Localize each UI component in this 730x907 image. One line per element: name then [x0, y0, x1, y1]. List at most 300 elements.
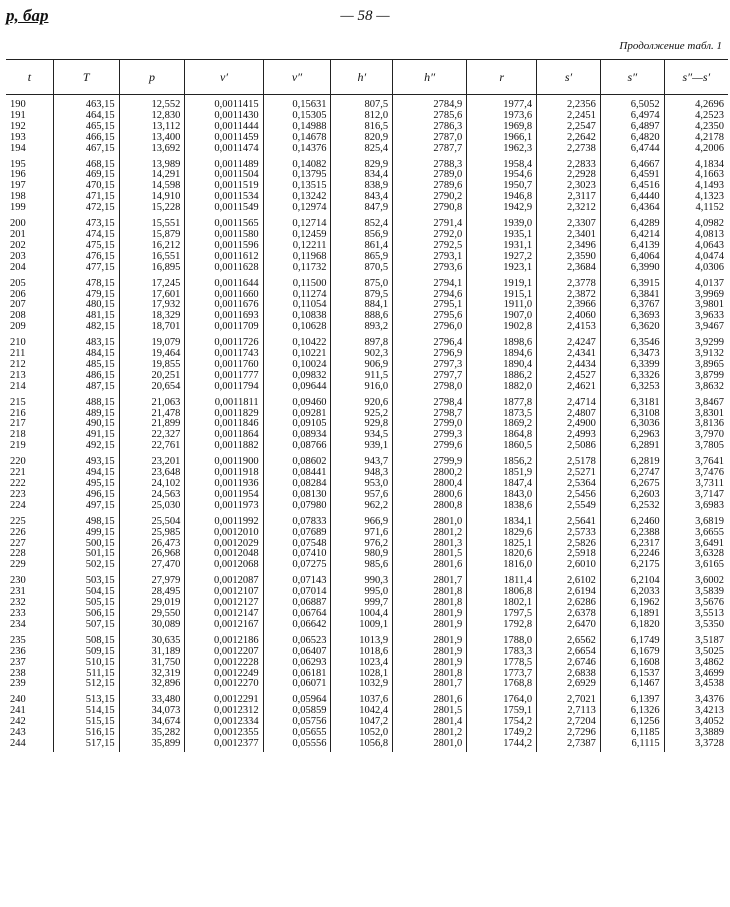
cell-value: 0,0011504	[214, 169, 259, 181]
cell-value: 2,4621	[567, 380, 596, 392]
cell-value: 230	[10, 575, 26, 587]
cell-value: 482,15	[85, 321, 115, 333]
cell-value: 1829,6	[503, 526, 533, 538]
table-cell	[263, 633, 331, 693]
cell-value: 0,0012312	[213, 705, 259, 717]
table-cell	[664, 573, 728, 633]
cell-value: 4,0474	[695, 250, 724, 262]
cell-value: 1759,1	[503, 705, 533, 717]
cell-value: 2792,0	[433, 228, 463, 240]
cell-value: 2796,0	[433, 321, 463, 333]
cell-value: 2,5641	[567, 515, 596, 527]
table-cell	[664, 157, 728, 217]
cell-value: 203	[10, 250, 26, 262]
table-row-group	[6, 335, 728, 395]
cell-value: 843,4	[364, 191, 389, 203]
cell-value: 0,0011864	[214, 429, 259, 441]
cell-value: 2800,6	[433, 488, 463, 500]
page-number: — 58 —	[340, 8, 390, 24]
cell-value: 0,0011693	[214, 310, 259, 322]
cell-value: 21,478	[151, 407, 181, 419]
cell-value: 1013,9	[359, 634, 389, 646]
cell-value: 0,0012010	[213, 526, 259, 538]
cell-value: 17,601	[151, 288, 181, 300]
cell-value: 2801,0	[433, 515, 463, 527]
cell-value: 3,5187	[695, 634, 724, 646]
cell-value: 514,15	[85, 705, 115, 717]
cell-value: 2,6470	[567, 618, 596, 630]
cell-value: 225	[10, 515, 26, 527]
cell-value: 925,2	[364, 407, 389, 419]
cell-value: 0,0011534	[214, 191, 259, 203]
cell-value: 487,15	[85, 380, 115, 392]
cell-value: 4,0643	[695, 239, 724, 251]
cell-value: 2787,7	[433, 142, 463, 154]
table-cell	[185, 216, 263, 276]
cell-value: 507,15	[85, 618, 115, 630]
cell-value: 192	[10, 120, 26, 132]
cell-value: 28,495	[151, 586, 181, 598]
cell-value: 1935,1	[503, 228, 533, 240]
cell-value: 1806,8	[503, 586, 533, 598]
cell-value: 2,3966	[567, 299, 596, 311]
cell-value: 35,282	[151, 727, 181, 739]
cell-value: 0,07833	[292, 515, 327, 527]
cell-value: 504,15	[85, 586, 115, 598]
cell-value: 508,15	[85, 634, 115, 646]
table-cell	[393, 95, 467, 157]
cell-value: 957,6	[364, 488, 389, 500]
cell-value: 2799,6	[433, 440, 463, 452]
cell-value: 6,1962	[630, 597, 660, 609]
cell-value: 0,12714	[292, 218, 327, 230]
cell-value: 1977,4	[503, 99, 533, 110]
cell-value: 207	[10, 299, 26, 311]
cell-value: 34,674	[151, 716, 181, 728]
table-cell	[263, 95, 331, 157]
cell-value: 232	[10, 597, 26, 609]
cell-value: 0,0012068	[213, 559, 259, 571]
table-cell	[331, 454, 393, 514]
table-cell	[600, 157, 664, 217]
cell-value: 1834,1	[503, 515, 533, 527]
cell-value: 1973,6	[503, 109, 533, 121]
table-body	[6, 95, 728, 752]
cell-value: 13,692	[151, 142, 181, 154]
cell-value: 25,504	[151, 515, 181, 527]
cell-value: 6,2819	[630, 456, 660, 468]
cell-value: 0,0012249	[213, 667, 259, 679]
cell-value: 485,15	[85, 358, 115, 370]
cell-value: 2,7021	[567, 694, 596, 706]
cell-value: 1797,5	[503, 607, 533, 619]
cell-value: 236	[10, 645, 26, 657]
cell-value: 191	[10, 109, 26, 121]
cell-value: 6,4591	[630, 169, 660, 181]
table-cell	[537, 335, 601, 395]
table-cell	[331, 216, 393, 276]
table-cell	[119, 692, 185, 752]
cell-value: 19,855	[151, 358, 181, 370]
cell-value: 197	[10, 180, 26, 192]
table-cell	[600, 95, 664, 157]
cell-value: 1894,6	[503, 348, 533, 360]
cell-value: 6,4139	[630, 239, 660, 251]
cell-value: 32,896	[151, 678, 181, 690]
cell-value: 1927,2	[503, 250, 533, 262]
table-cell	[600, 633, 664, 693]
cell-value: 6,3036	[630, 418, 660, 430]
cell-value: 2801,9	[433, 656, 463, 668]
table-cell	[467, 573, 537, 633]
cell-value: 231	[10, 586, 26, 598]
table-cell	[393, 633, 467, 693]
cell-value: 6,1326	[630, 705, 660, 717]
cell-value: 0,0011565	[214, 218, 259, 230]
cell-value: 2801,6	[433, 694, 463, 706]
cell-value: 0,10221	[292, 348, 327, 360]
table-cell	[119, 95, 185, 157]
cell-value: 0,14082	[292, 158, 327, 170]
cell-value: 0,06642	[292, 618, 327, 630]
cell-value: 14,910	[151, 191, 181, 203]
cell-value: 474,15	[85, 228, 115, 240]
cell-value: 6,4897	[630, 120, 660, 132]
cell-value: 1864,8	[503, 429, 533, 441]
cell-value: 3,7311	[695, 478, 724, 489]
column-header: v′	[185, 60, 263, 95]
column-header: r	[467, 60, 537, 95]
column-header: h′	[331, 60, 393, 95]
cell-value: 1037,6	[359, 694, 389, 706]
cell-value: 19,079	[151, 337, 181, 349]
cell-value: 2801,2	[433, 526, 463, 538]
cell-value: 223	[10, 488, 26, 500]
cell-value: 6,3546	[630, 337, 660, 349]
cell-value: 3,7147	[695, 488, 724, 500]
cell-value: 0,0011936	[214, 478, 259, 489]
cell-value: 1962,3	[503, 142, 533, 154]
cell-value: 18,701	[151, 321, 181, 333]
cell-value: 6,4744	[630, 142, 660, 154]
cell-value: 239	[10, 678, 26, 690]
table-cell	[263, 157, 331, 217]
cell-value: 22,761	[151, 440, 181, 452]
cell-value: 0,0011474	[214, 142, 259, 154]
table-cell	[537, 633, 601, 693]
cell-value: 2,7387	[567, 737, 596, 749]
table-cell	[263, 276, 331, 336]
cell-value: 2785,6	[433, 109, 463, 121]
cell-value: 1783,3	[503, 645, 533, 657]
cell-value: 2,5271	[567, 467, 596, 479]
cell-value: 6,2675	[630, 478, 660, 489]
cell-value: 0,09460	[292, 396, 327, 408]
cell-value: 0,0011811	[214, 396, 259, 408]
cell-value: 6,3841	[630, 288, 660, 300]
cell-value: 1816,0	[503, 559, 533, 571]
cell-value: 2801,5	[433, 548, 463, 560]
cell-value: 0,11732	[292, 261, 327, 273]
cell-value: 0,11274	[292, 288, 327, 300]
cell-value: 2801,8	[433, 667, 463, 679]
cell-value: 0,0012186	[213, 634, 259, 646]
cell-value: 15,551	[151, 218, 181, 230]
cell-value: 516,15	[85, 727, 115, 739]
cell-value: 0,0011794	[214, 380, 259, 392]
cell-value: 6,2388	[630, 526, 660, 538]
table-row-group	[6, 633, 728, 693]
cell-value: 6,4064	[630, 250, 660, 262]
cell-value: 0,05655	[292, 727, 327, 739]
cell-value: 220	[10, 456, 26, 468]
cell-value: 6,1185	[631, 727, 660, 739]
cell-value: 0,08602	[292, 456, 327, 468]
cell-value: 492,15	[85, 440, 115, 452]
cell-value: 2801,2	[433, 727, 463, 739]
table-cell	[6, 276, 53, 336]
table-cell	[6, 157, 53, 217]
cell-value: 6,4516	[630, 180, 660, 192]
cell-value: 30,089	[151, 618, 181, 630]
cell-value: 2,7113	[567, 705, 596, 717]
cell-value: 0,11968	[292, 250, 327, 262]
cell-value: 0,12459	[292, 228, 327, 240]
cell-value: 816,5	[364, 120, 389, 132]
cell-value: 0,07548	[292, 537, 327, 549]
cell-value: 2801,7	[433, 575, 463, 587]
cell-value: 1032,9	[359, 678, 389, 690]
cell-value: 847,9	[364, 202, 389, 214]
cell-value: 483,15	[85, 337, 115, 349]
cell-value: 0,08130	[292, 488, 327, 500]
cell-value: 0,07689	[292, 526, 327, 538]
table-cell	[393, 514, 467, 574]
cell-value: 2,3778	[567, 277, 596, 289]
cell-value: 505,15	[85, 597, 115, 609]
cell-value: 1788,0	[503, 634, 533, 646]
table-cell	[467, 514, 537, 574]
table-cell	[393, 335, 467, 395]
table-cell	[393, 692, 467, 752]
cell-value: 893,2	[364, 321, 389, 333]
cell-value: 0,06407	[292, 645, 327, 657]
cell-value: 0,05964	[292, 694, 327, 706]
cell-value: 1843,0	[503, 488, 533, 500]
cell-value: 486,15	[85, 369, 115, 381]
table-cell	[331, 95, 393, 157]
cell-value: 906,9	[364, 358, 389, 370]
cell-value: 3,7641	[695, 456, 724, 468]
cell-value: 2794,1	[433, 277, 463, 289]
cell-value: 494,15	[85, 467, 115, 479]
cell-value: 473,15	[85, 218, 115, 230]
cell-value: 812,0	[364, 109, 389, 121]
cell-value: 0,0011580	[214, 228, 259, 240]
cell-value: 198	[10, 191, 26, 203]
table-cell	[6, 573, 53, 633]
cell-value: 484,15	[85, 348, 115, 360]
cell-value: 0,13242	[292, 191, 327, 203]
table-cell	[600, 335, 664, 395]
cell-value: 3,4376	[695, 694, 724, 706]
cell-value: 2,4247	[567, 337, 596, 349]
cell-value: 3,8965	[695, 358, 724, 370]
cell-value: 2,2833	[567, 158, 596, 170]
cell-value: 0,0011459	[214, 131, 259, 143]
table-cell	[393, 573, 467, 633]
cell-value: 6,4289	[630, 218, 660, 230]
cell-value: 3,6655	[695, 526, 724, 538]
table-cell	[331, 692, 393, 752]
cell-value: 2,6378	[567, 607, 596, 619]
cell-value: 3,3728	[695, 737, 724, 749]
cell-value: 3,9467	[695, 321, 724, 333]
cell-value: 16,551	[151, 250, 181, 262]
cell-value: 0,0011992	[214, 515, 259, 527]
cell-value: 29,550	[151, 607, 181, 619]
cell-value: 204	[10, 261, 26, 273]
cell-value: 2,7296	[567, 727, 596, 739]
cell-value: 6,4440	[630, 191, 660, 203]
cell-value: 21,063	[151, 396, 181, 408]
cell-value: 3,6328	[695, 548, 724, 560]
table-cell	[53, 276, 119, 336]
cell-value: 0,0011709	[214, 321, 259, 333]
table-cell	[53, 335, 119, 395]
cell-value: 911,5	[364, 369, 389, 381]
cell-value: 948,3	[364, 467, 389, 479]
table-cell	[467, 276, 537, 336]
cell-value: 26,473	[151, 537, 181, 549]
cell-value: 22,327	[151, 429, 181, 441]
cell-value: 233	[10, 607, 26, 619]
cell-value: 2,3496	[567, 239, 596, 251]
cell-value: 980,9	[364, 548, 389, 560]
cell-value: 6,1115	[631, 737, 660, 749]
cell-value: 0,05859	[292, 705, 327, 717]
cell-value: 477,15	[85, 261, 115, 273]
cell-value: 0,0011489	[214, 158, 259, 170]
table-cell	[331, 335, 393, 395]
cell-value: 6,2532	[630, 499, 660, 511]
cell-value: 2,2928	[567, 169, 596, 181]
cell-value: 23,201	[151, 456, 181, 468]
cell-value: 3,6002	[695, 575, 724, 587]
cell-value: 0,0011549	[214, 202, 259, 214]
cell-value: 2801,8	[433, 597, 463, 609]
cell-value: 1898,6	[503, 337, 533, 349]
cell-value: 1869,2	[503, 418, 533, 430]
cell-value: 4,0306	[695, 261, 724, 273]
column-header: p	[119, 60, 185, 95]
cell-value: 2798,4	[433, 396, 463, 408]
cell-value: 510,15	[85, 656, 115, 668]
cell-value: 1958,4	[503, 158, 533, 170]
cell-value: 2,4807	[567, 407, 596, 419]
cell-value: 6,3990	[630, 261, 660, 273]
cell-value: 513,15	[85, 694, 115, 706]
cell-value: 0,0011954	[214, 488, 259, 500]
cell-value: 0,0011660	[214, 288, 259, 300]
cell-value: 0,0011760	[214, 358, 259, 370]
cell-value: 0,0011612	[214, 250, 259, 262]
table-cell	[467, 95, 537, 157]
cell-value: 1028,1	[359, 667, 389, 679]
cell-value: 488,15	[85, 396, 115, 408]
cell-value: 1768,8	[503, 678, 533, 690]
cell-value: 1915,1	[503, 288, 533, 300]
cell-value: 6,1537	[630, 667, 660, 679]
cell-value: 2,4060	[567, 310, 596, 322]
cell-value: 0,09105	[292, 418, 327, 430]
table-cell	[53, 692, 119, 752]
cell-value: 3,4052	[695, 716, 724, 728]
cell-value: 2,6654	[567, 645, 596, 657]
table-cell	[600, 276, 664, 336]
cell-value: 24,563	[151, 488, 181, 500]
table-cell	[600, 216, 664, 276]
cell-value: 934,5	[364, 429, 389, 441]
table-unit-label: р, бар	[6, 6, 49, 25]
cell-value: 3,9633	[695, 310, 724, 322]
cell-value: 0,0012355	[213, 727, 259, 739]
cell-value: 1792,8	[503, 618, 533, 630]
cell-value: 939,1	[364, 440, 389, 452]
cell-value: 13,989	[151, 158, 181, 170]
cell-value: 2,5086	[567, 440, 596, 452]
cell-value: 468,15	[85, 158, 115, 170]
cell-value: 2,6838	[567, 667, 596, 679]
cell-value: 3,8632	[695, 380, 724, 392]
cell-value: 6,3620	[630, 321, 660, 333]
cell-value: 834,4	[364, 169, 389, 181]
cell-value: 6,2460	[630, 515, 660, 527]
cell-value: 235	[10, 634, 26, 646]
table-cell	[331, 514, 393, 574]
table-cell	[263, 335, 331, 395]
cell-value: 4,1834	[695, 158, 724, 170]
cell-value: 1847,4	[503, 478, 533, 489]
cell-value: 0,10838	[292, 310, 327, 322]
cell-value: 2801,6	[433, 559, 463, 571]
cell-value: 1820,6	[503, 548, 533, 560]
cell-value: 0,0012147	[213, 607, 259, 619]
cell-value: 2800,4	[433, 478, 463, 489]
cell-value: 2,7204	[567, 716, 596, 728]
table-cell	[185, 514, 263, 574]
cell-value: 0,10628	[292, 321, 327, 333]
cell-value: 471,15	[85, 191, 115, 203]
cell-value: 14,598	[151, 180, 181, 192]
cell-value: 2,6102	[567, 575, 596, 587]
table-cell	[263, 573, 331, 633]
cell-value: 3,5513	[695, 607, 724, 619]
cell-value: 6,3399	[630, 358, 660, 370]
cell-value: 12,830	[151, 109, 181, 121]
cell-value: 2,4341	[567, 348, 596, 360]
cell-value: 888,6	[364, 310, 389, 322]
cell-value: 0,09644	[292, 380, 327, 392]
cell-value: 35,899	[151, 737, 181, 749]
cell-value: 493,15	[85, 456, 115, 468]
table-row-group	[6, 692, 728, 752]
cell-value: 15,879	[151, 228, 181, 240]
cell-value: 1873,5	[503, 407, 533, 419]
cell-value: 512,15	[85, 678, 115, 690]
cell-value: 25,030	[151, 499, 181, 511]
cell-value: 995,0	[364, 586, 389, 598]
